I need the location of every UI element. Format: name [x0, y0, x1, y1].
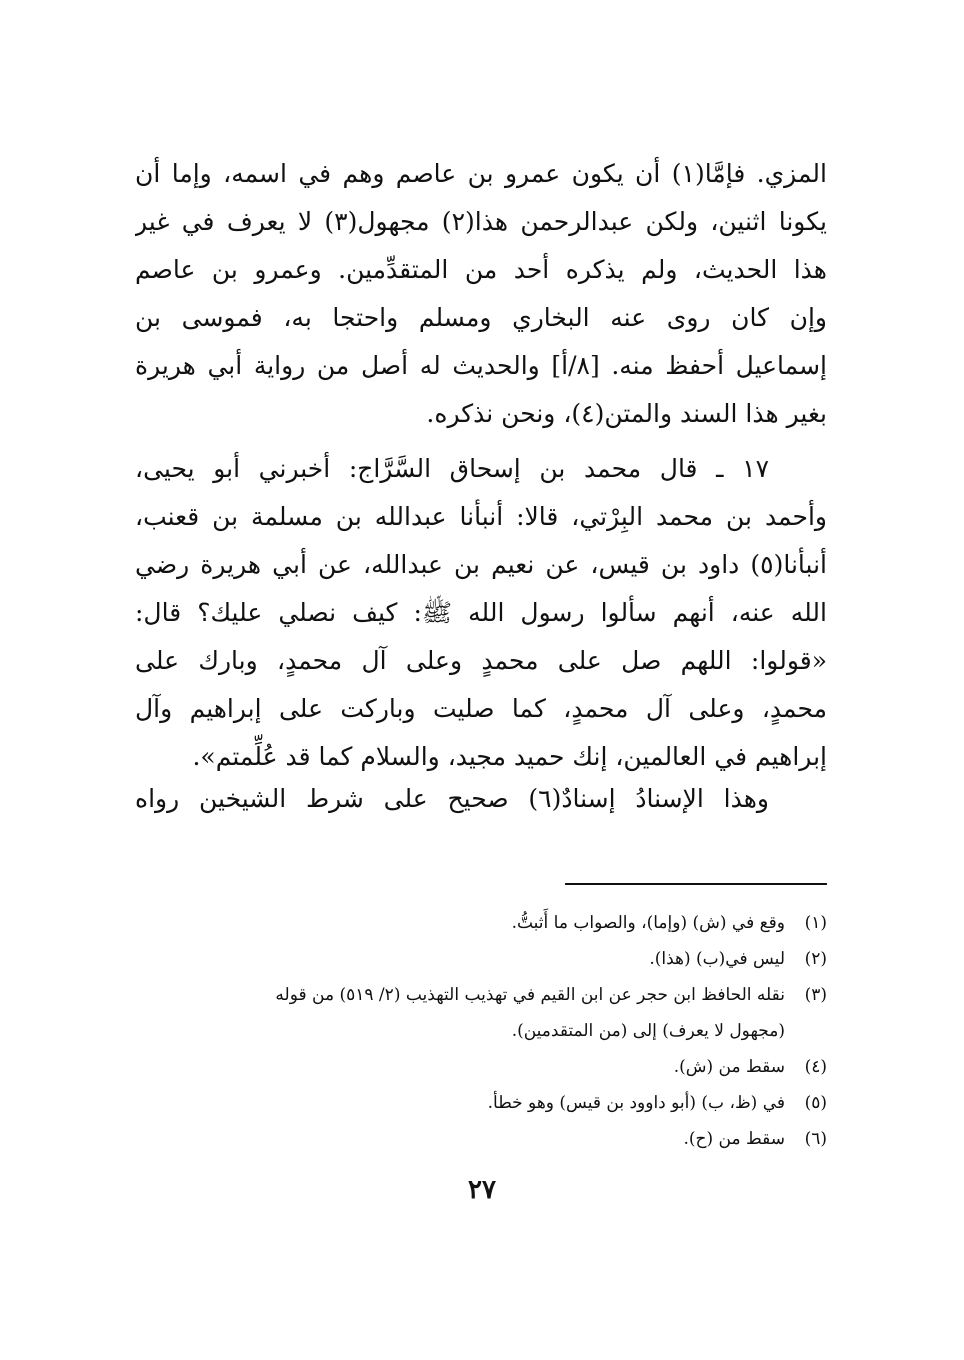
footnotes [135, 905, 827, 1157]
footnote-number: (٤) [804, 1057, 827, 1077]
footnote-2 [135, 941, 827, 977]
footnote-text: في (ظ، ب) (أبو داوود بن قيس) وهو خطأ. [487, 1093, 785, 1113]
page-number: ٢٧ [468, 1175, 496, 1205]
body-paragraph-2 [135, 445, 827, 781]
footnote-number: (٦) [804, 1129, 827, 1149]
body-paragraph-3 [135, 775, 827, 823]
body-line: وإن كان روى عنه البخاري ومسلم واحتجا به، فموسى بن [135, 303, 827, 332]
body-paragraph-1 [135, 150, 827, 438]
body-line: هذا الحديث، ولم يذكره أحد من المتقدِّمين. وعمرو بن عاصم [135, 255, 827, 284]
body-line: بغير هذا السند والمتن(٤)، ونحن نذكره. [426, 399, 827, 428]
footnote-number: (٣) [804, 985, 827, 1005]
body-line: أنبأنا(٥) داود بن قيس، عن نعيم بن عبدالله، عن أبي هريرة رضي [135, 550, 827, 579]
footnote-text: وقع في (ش) (وإما)، والصواب ما أَثبتُّ. [511, 913, 785, 933]
footnote-text: نقله الحافظ ابن حجر عن ابن القيم في تهذيب التهذيب (٢/ ٥١٩) من قوله [275, 985, 785, 1005]
footnote-1 [135, 905, 827, 941]
body-line: الله عنه، أنهم سألوا رسول الله ﷺ: كيف نصلي عليك؟ قال: [135, 598, 827, 627]
footnote-text: ليس في(ب) (هذا). [649, 949, 785, 969]
body-line: محمدٍ، وعلى آل محمدٍ، كما صليت وباركت على إبراهيم وآل [135, 694, 827, 723]
footnote-text: سقط من (ح). [683, 1129, 785, 1149]
footnote-3 [135, 977, 827, 1013]
footnote-5 [135, 1085, 827, 1121]
footnote-3-continuation: (مجهول لا يعرف) إلى (من المتقدمين). [511, 1021, 785, 1041]
footnote-number: (٥) [804, 1093, 827, 1113]
body-line: وهذا الإسنادُ إسنادٌ(٦) صحيح على شرط الشيخين رواه [135, 784, 769, 813]
footnote-number: (١) [804, 913, 827, 933]
body-line: إبراهيم في العالمين، إنك حميد مجيد، والسلام كما قد عُلِّمتم». [192, 742, 827, 771]
footnote-text: سقط من (ش). [673, 1057, 785, 1077]
body-line: «قولوا: اللهم صل على محمدٍ وعلى آل محمدٍ، وبارك على [135, 646, 827, 675]
body-line: وأحمد بن محمد البِرْتي، قالا: أنبأنا عبدالله بن مسلمة بن قعنب، [135, 502, 827, 531]
body-line: ١٧ ـ قال محمد بن إسحاق السَّرَّاج: أخبرني أبو يحيى، [135, 454, 769, 483]
footnote-4 [135, 1049, 827, 1085]
body-line: إسماعيل أحفظ منه. [٨/أ] والحديث له أصل من رواية أبي هريرة [135, 351, 827, 380]
footnote-number: (٢) [804, 949, 827, 969]
footnote-separator [565, 883, 827, 885]
footnote-6 [135, 1121, 827, 1157]
body-line: المزي. فإمَّا(١) أن يكون عمرو بن عاصم وهم في اسمه، وإما أن [135, 159, 827, 188]
body-line: يكونا اثنين، ولكن عبدالرحمن هذا(٢) مجهول(٣) لا يعرف في غير [135, 207, 827, 236]
